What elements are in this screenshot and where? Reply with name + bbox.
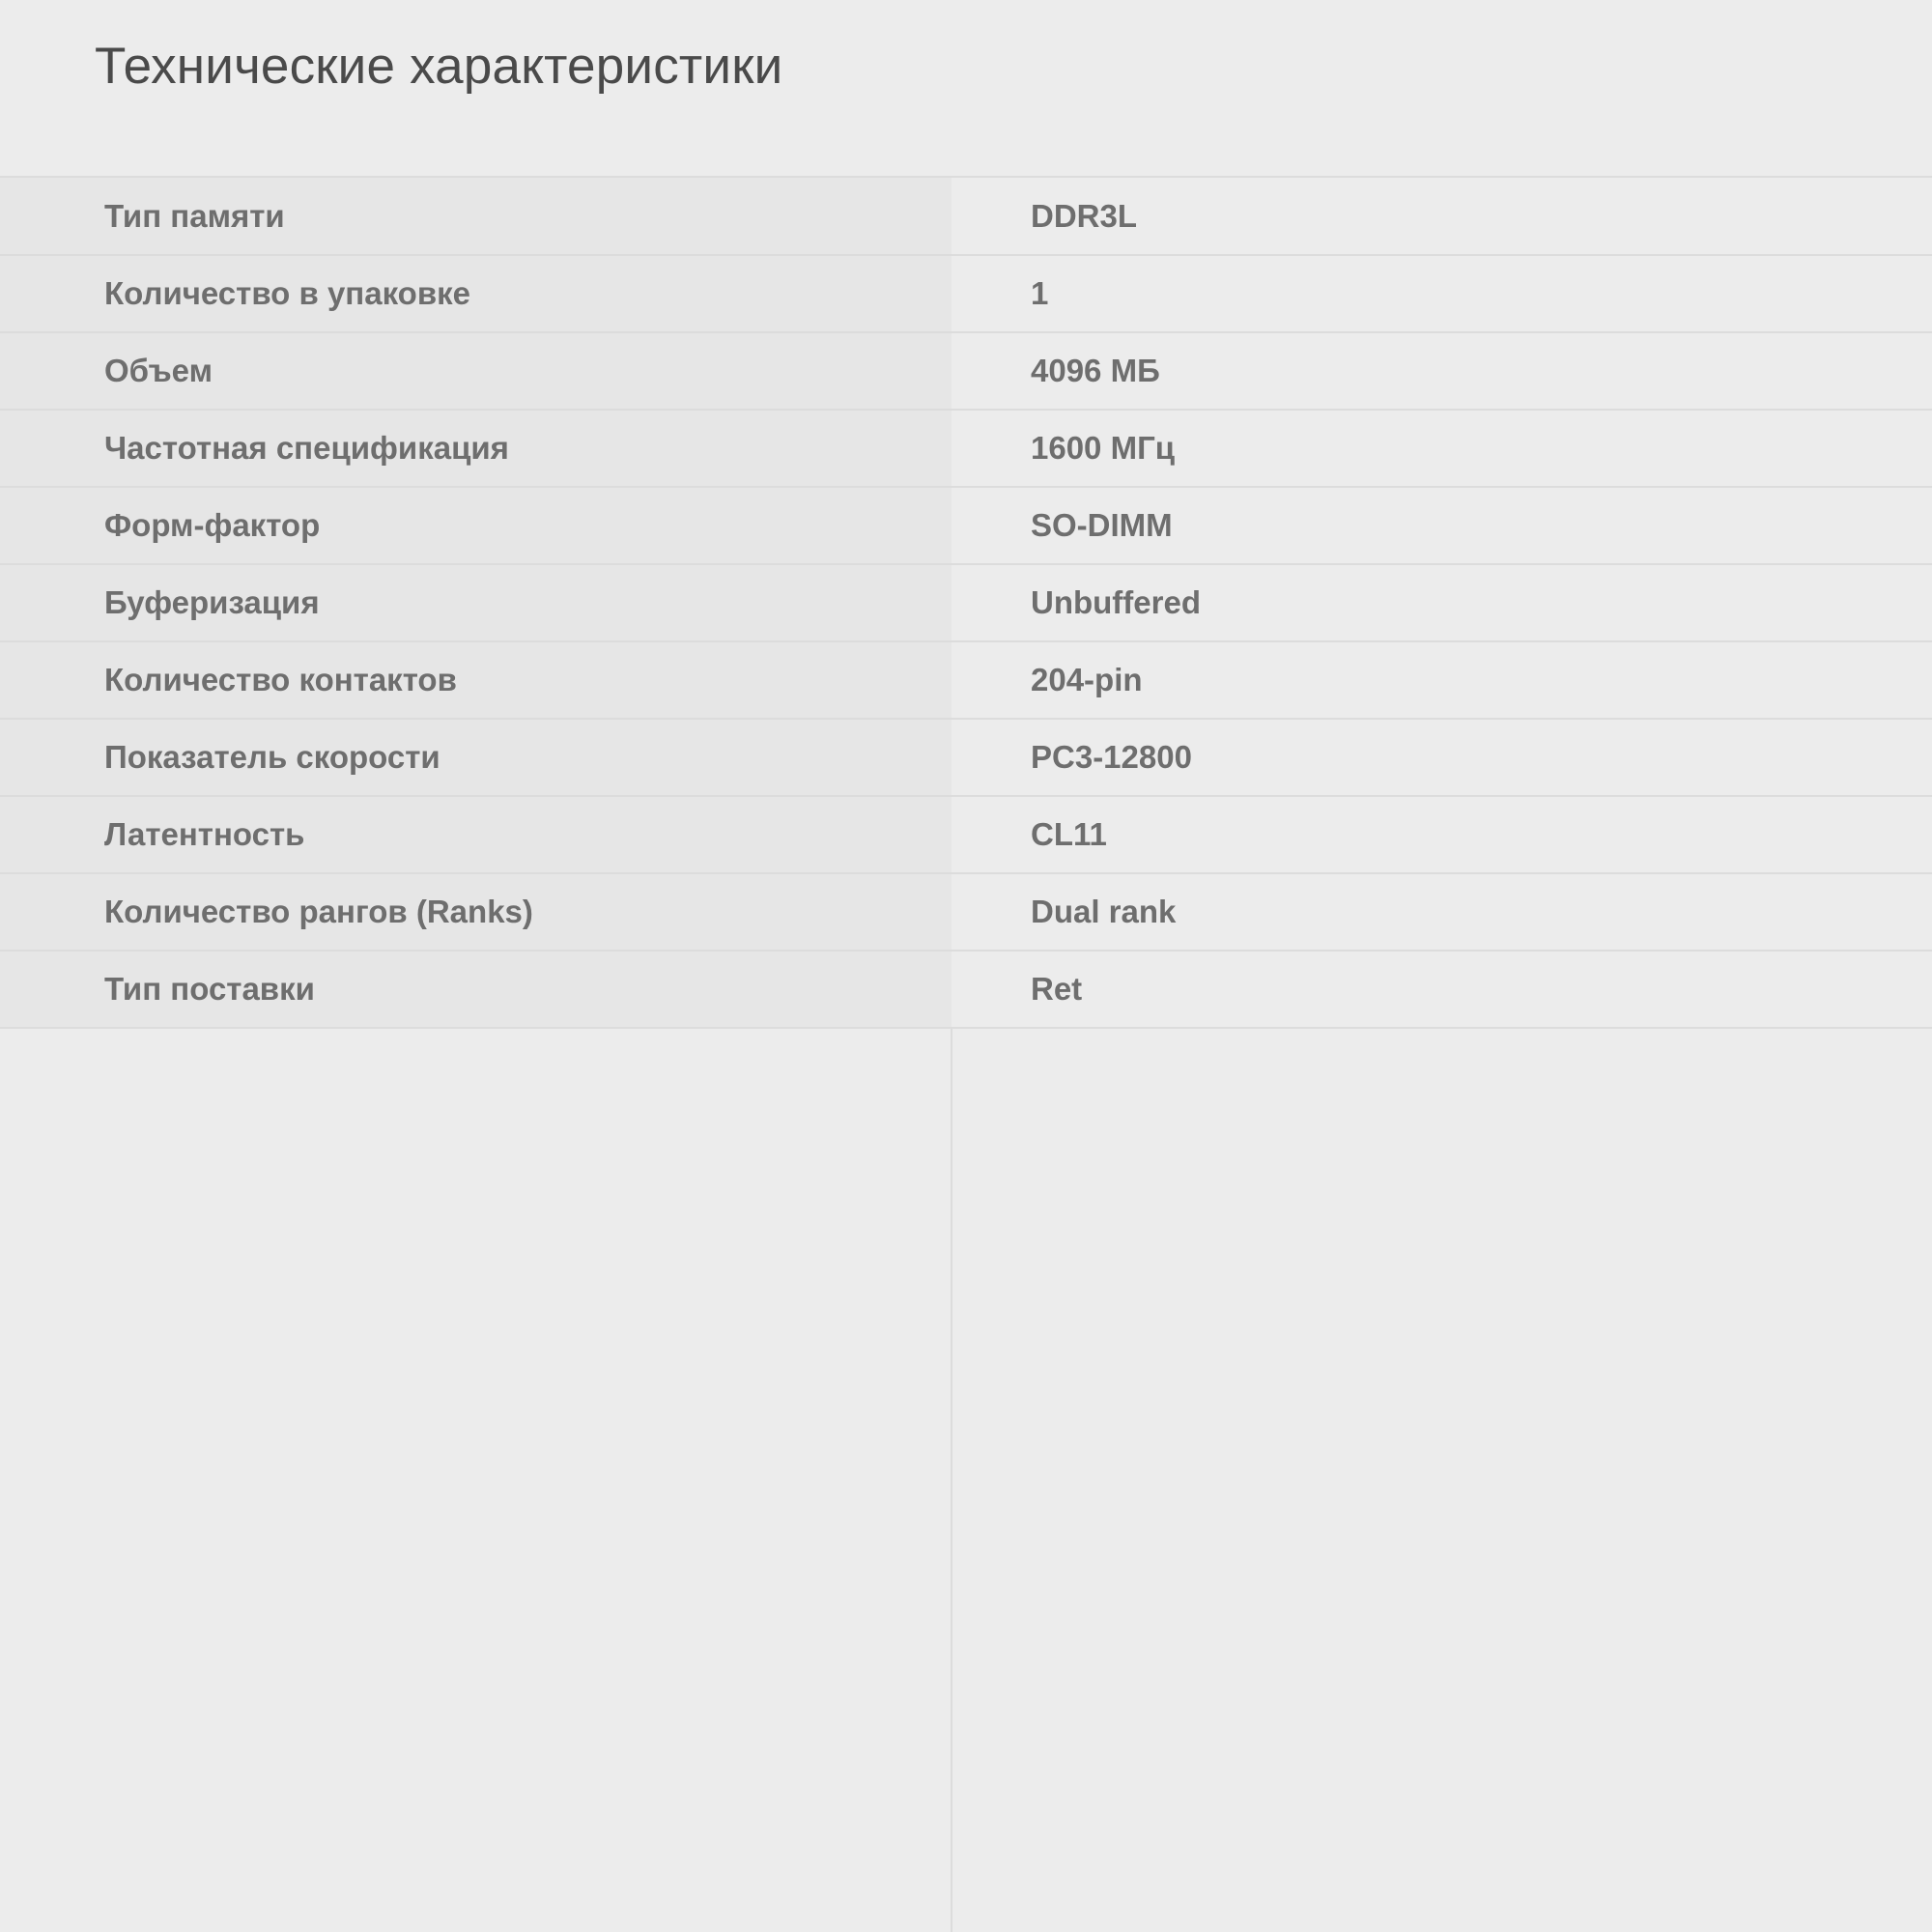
page-title: Технические характеристики bbox=[95, 38, 783, 95]
spec-value: CL11 bbox=[952, 796, 1932, 873]
table-row bbox=[0, 796, 1932, 873]
table-row bbox=[0, 487, 1932, 564]
spec-key: Количество контактов bbox=[0, 641, 952, 719]
spec-key: Объем bbox=[0, 332, 952, 410]
table-row bbox=[0, 564, 1932, 641]
spec-value: PC3-12800 bbox=[952, 719, 1932, 796]
spec-key: Количество рангов (Ranks) bbox=[0, 873, 952, 951]
spec-value: SO-DIMM bbox=[952, 487, 1932, 564]
spec-value: Dual rank bbox=[952, 873, 1932, 951]
table-row bbox=[0, 178, 1932, 255]
spec-value: 1600 МГц bbox=[952, 410, 1932, 487]
table-row bbox=[0, 410, 1932, 487]
table-row bbox=[0, 719, 1932, 796]
table-row bbox=[0, 641, 1932, 719]
spec-key: Показатель скорости bbox=[0, 719, 952, 796]
spec-key: Тип памяти bbox=[0, 178, 952, 255]
spec-key: Форм-фактор bbox=[0, 487, 952, 564]
specifications-table-body bbox=[0, 178, 1932, 1028]
spec-value: DDR3L bbox=[952, 178, 1932, 255]
specifications-table bbox=[0, 178, 1932, 1029]
spec-key: Тип поставки bbox=[0, 951, 952, 1028]
spec-value: 1 bbox=[952, 255, 1932, 332]
table-row bbox=[0, 951, 1932, 1028]
spec-value: 204-pin bbox=[952, 641, 1932, 719]
spec-key: Количество в упаковке bbox=[0, 255, 952, 332]
spec-key: Частотная спецификация bbox=[0, 410, 952, 487]
table-row bbox=[0, 332, 1932, 410]
table-row bbox=[0, 255, 1932, 332]
spec-value: Unbuffered bbox=[952, 564, 1932, 641]
spec-key: Буферизация bbox=[0, 564, 952, 641]
spec-key: Латентность bbox=[0, 796, 952, 873]
spec-value: 4096 МБ bbox=[952, 332, 1932, 410]
table-row bbox=[0, 873, 1932, 951]
spec-value: Ret bbox=[952, 951, 1932, 1028]
